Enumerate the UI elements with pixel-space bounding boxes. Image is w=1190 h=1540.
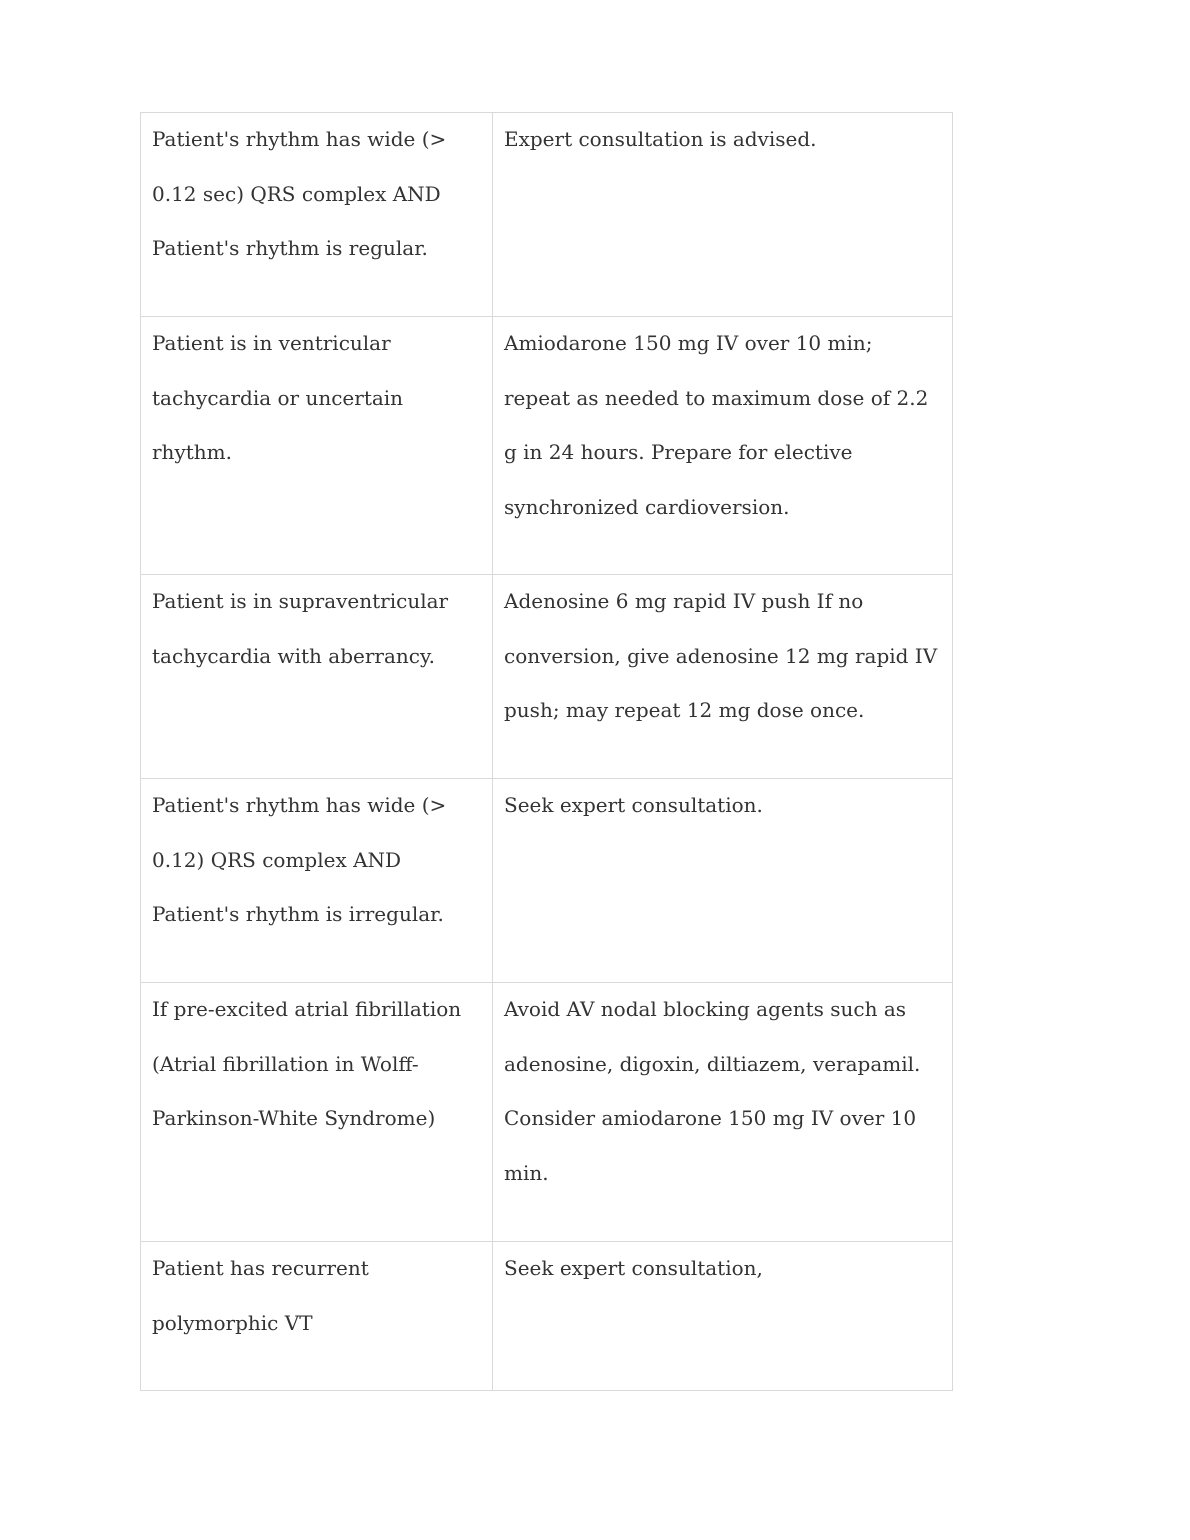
condition-text: Patient has recurrent polymorphic VT <box>152 1256 369 1335</box>
action-text: Expert consultation is advised. <box>504 127 817 151</box>
condition-text: Patient is in supraventricular tachycardia with aberrancy. <box>152 589 449 668</box>
table-row <box>141 1242 953 1391</box>
action-cell <box>493 113 953 317</box>
condition-text: If pre-excited atrial fibrillation (Atrial fibrillation in Wolff-Parkinson-White Syndrome) <box>152 997 462 1130</box>
table-row <box>141 779 953 983</box>
action-text: Avoid AV nodal blocking agents such as adenosine, digoxin, diltiazem, verapamil. Consider amiodarone 150 mg IV over 10 min. <box>504 997 921 1185</box>
action-text: Adenosine 6 mg rapid IV push If no conversion, give adenosine 12 mg rapid IV push; may repeat 12 mg dose once. <box>504 589 938 722</box>
table-row <box>141 575 953 779</box>
action-text: Seek expert consultation. <box>504 793 763 817</box>
treatment-table <box>140 112 953 1391</box>
action-cell <box>493 983 953 1242</box>
action-cell <box>493 317 953 575</box>
action-text: Seek expert consultation, <box>504 1256 763 1280</box>
action-cell <box>493 1242 953 1391</box>
table-row <box>141 113 953 317</box>
condition-cell <box>141 983 493 1242</box>
action-cell <box>493 575 953 779</box>
condition-cell <box>141 575 493 779</box>
condition-text: Patient's rhythm has wide (> 0.12 sec) QRS complex AND Patient's rhythm is regular. <box>152 127 447 260</box>
condition-text: Patient's rhythm has wide (> 0.12) QRS complex AND Patient's rhythm is irregular. <box>152 793 447 926</box>
table-row <box>141 983 953 1242</box>
condition-cell <box>141 779 493 983</box>
condition-cell <box>141 113 493 317</box>
action-text: Amiodarone 150 mg IV over 10 min; repeat as needed to maximum dose of 2.2 g in 24 hours. Prepare for elective synchronized cardioversion. <box>504 331 929 519</box>
table-row <box>141 317 953 575</box>
action-cell <box>493 779 953 983</box>
condition-text: Patient is in ventricular tachycardia or uncertain rhythm. <box>152 331 404 464</box>
condition-cell <box>141 1242 493 1391</box>
condition-cell <box>141 317 493 575</box>
